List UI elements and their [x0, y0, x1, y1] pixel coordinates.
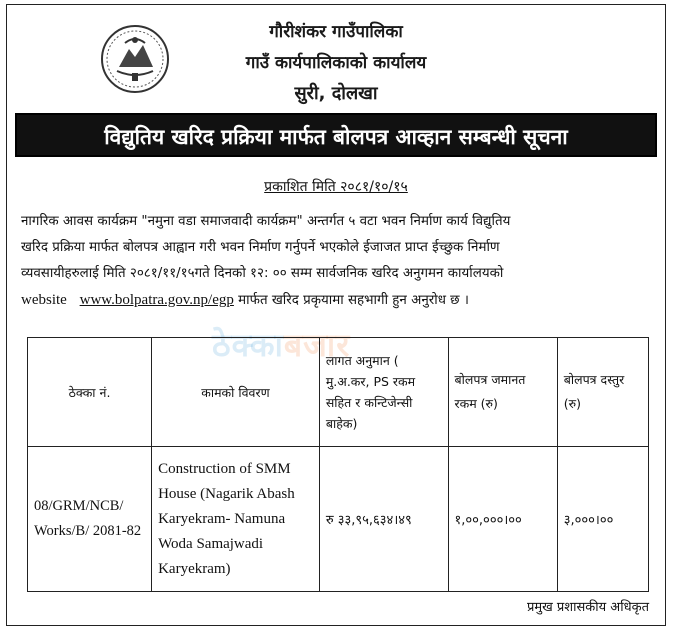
watermark-part1: ठेक्का	[212, 326, 284, 364]
published-date-text: प्रकाशित मिति २०८१/१०/१५	[264, 179, 408, 195]
body-line: खरिद प्रक्रिया मार्फत बोलपत्र आह्वान गरी भवन निर्माण गर्नुपर्ने भएकोले ईजाजत प्राप्त ईच्छुक निर्माण	[21, 240, 500, 255]
tender-table	[27, 337, 649, 592]
notice-title: विद्युतिय खरिद प्रक्रिया मार्फत बोलपत्र आव्हान सम्बन्धी सूचना	[15, 113, 657, 157]
notice-body	[21, 209, 651, 314]
header-bid-fee: बोलपत्र दस्तुर (रु)	[557, 338, 648, 447]
cell-description: Construction of SMM House (Nagarik Abash Karyekram- Namuna Woda Samajwadi Karyekram)	[152, 447, 320, 592]
body-line: व्यवसायीहरुलाई मिति २०८१/११/१५गते दिनको १२: ०० सम्म सार्वजनिक खरिद अनुगमन कार्यालयको	[21, 266, 504, 281]
body-line-suffix: मार्फत खरिद प्रकृयामा सहभागी हुन अनुरोध छ ।	[238, 293, 469, 308]
header-bid-security: बोलपत्र जमानत रकम (रु)	[448, 338, 557, 447]
body-line-url	[21, 287, 651, 314]
table-header-row	[28, 338, 649, 447]
cell-bid-fee: ३,०००।००	[557, 447, 648, 592]
header-description: कामको विवरण	[152, 338, 320, 447]
body-line: नागरिक आवस कार्यक्रम "नमुना वडा समाजवादी कार्यक्रम" अन्तर्गत ५ वटा भवन निर्माण कार्य विद्युतिय	[21, 214, 511, 229]
published-date	[7, 177, 665, 196]
header-contract-no: ठेक्का नं.	[28, 338, 152, 447]
cell-cost-estimate: रु ३३,९५,६३४।४९	[319, 447, 448, 592]
cell-bid-security: १,००,०००।००	[448, 447, 557, 592]
table-row	[28, 447, 649, 592]
office-name: गाउँ कार्यपालिकाको कार्यालय	[245, 53, 427, 73]
watermark-part2: बजार	[283, 326, 351, 364]
notice-sheet	[6, 4, 666, 626]
org-name: गौरीशंकर गाउँपालिका	[269, 22, 403, 42]
website-label: website	[21, 292, 67, 308]
cell-contract-no: 08/GRM/NCB/ Works/B/ 2081-82	[28, 447, 152, 592]
header-cost-estimate: लागत अनुमान ( मु.अ.कर, PS रकम सहित र कन्टिजेन्सी बाहेक)	[319, 338, 448, 447]
signature-title: प्रमुख प्रशासकीय अधिकृत	[526, 600, 649, 615]
office-location: सुरी, दोलखा	[294, 83, 378, 104]
bolpatra-link[interactable]: www.bolpatra.gov.np/egp	[79, 292, 234, 308]
